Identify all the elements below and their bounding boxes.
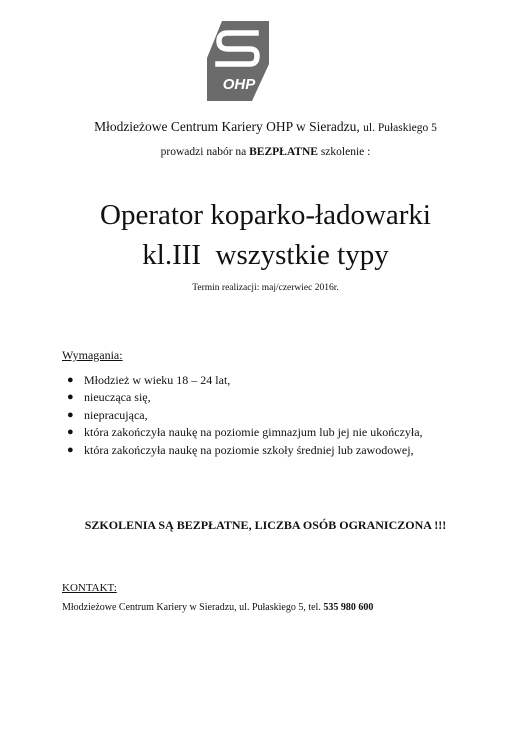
ohp-logo bbox=[206, 20, 270, 102]
announcement-line bbox=[0, 146, 531, 158]
logo-text: OHP bbox=[222, 76, 256, 93]
bullet-icon: ● bbox=[67, 426, 74, 439]
list-item bbox=[62, 424, 423, 441]
requirements-heading: Wymagania: bbox=[62, 348, 123, 362]
contact-details bbox=[62, 602, 373, 613]
requirement-text: niepracująca, bbox=[84, 407, 148, 422]
contact-phone: 535 980 600 bbox=[323, 602, 374, 613]
list-item bbox=[62, 442, 423, 459]
bullet-icon: ● bbox=[67, 408, 74, 421]
bullet-icon: ● bbox=[67, 374, 74, 386]
contact-heading: KONTAKT: bbox=[62, 582, 117, 594]
announcement-suffix: szkolenie : bbox=[320, 146, 371, 158]
contact-address: Młodzieżowe Centrum Kariery w Sieradzu, ul. Pułaskiego 5, tel. bbox=[62, 602, 321, 613]
bullet-icon: ● bbox=[67, 443, 74, 456]
requirement-text: nieucząca się, bbox=[84, 390, 151, 405]
requirements-list bbox=[62, 372, 423, 459]
course-dates: Termin realizacji: maj/czerwiec 2016r. bbox=[192, 283, 339, 293]
list-item bbox=[62, 407, 423, 424]
bullet-icon: ● bbox=[67, 391, 74, 404]
organization-line bbox=[0, 119, 531, 135]
organization-name: Młodzieżowe Centrum Kariery OHP w Sieradzu, bbox=[94, 119, 360, 134]
course-title-line2: kl.III wszystkie typy bbox=[142, 239, 389, 271]
requirement-text: która zakończyła naukę na poziomie szkoły średniej lub zawodowej, bbox=[84, 442, 414, 457]
announcement-prefix: prowadzi nabór na bbox=[160, 146, 247, 158]
requirement-text: która zakończyła naukę na poziomie gimnazjum lub jej nie ukończyła, bbox=[84, 425, 423, 440]
requirement-text: Młodzież w wieku 18 – 24 lat, bbox=[84, 373, 231, 387]
free-training-notice: SZKOLENIA SĄ BEZPŁATNE, LICZBA OSÓB OGRANICZONA !!! bbox=[84, 518, 447, 532]
announcement-free: BEZPŁATNE bbox=[249, 146, 318, 158]
course-title-line1: Operator koparko-ładowarki bbox=[100, 199, 431, 231]
list-item bbox=[62, 372, 423, 389]
list-item bbox=[62, 389, 423, 406]
organization-street: ul. Pułaskiego 5 bbox=[363, 122, 437, 134]
